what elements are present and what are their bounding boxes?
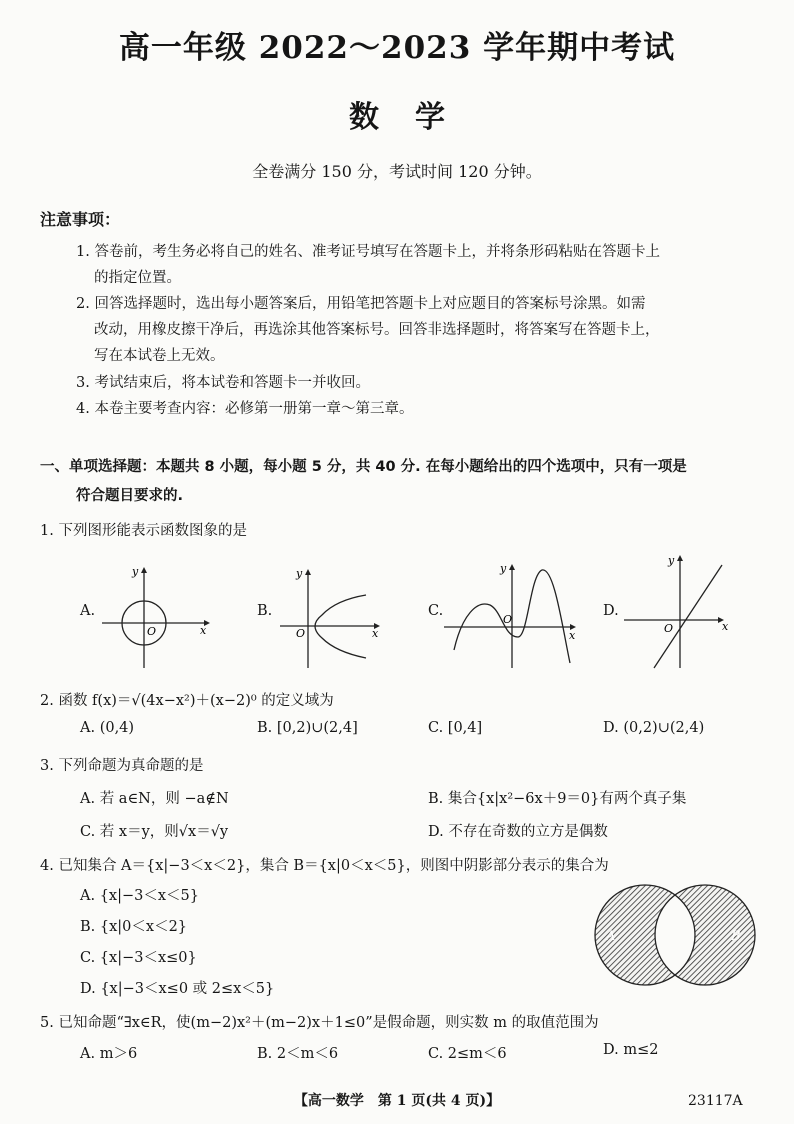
q1a-origin-label: O: [147, 625, 157, 638]
q1a-x-label: x: [200, 624, 207, 637]
q1-option-d-label: D.: [603, 603, 619, 619]
notice-line-4: 4. 本卷主要考查内容：必修第一册第一章～第三章。: [76, 401, 414, 417]
question-3-stem: 3. 下列命题为真命题的是: [40, 758, 204, 774]
q1-option-c-label: C.: [428, 603, 444, 619]
q1b-x-label: x: [372, 627, 379, 640]
q5-option-b: B. 2＜m＜6: [257, 1046, 339, 1062]
q1a-y-label: y: [132, 565, 139, 578]
paper-code: 23117A: [688, 1093, 743, 1109]
q1-option-a-label: A.: [80, 603, 96, 619]
q1b-y-label: y: [296, 567, 303, 580]
q1-graph-c: [442, 555, 587, 670]
q3-option-d: D. 不存在奇数的立方是偶数: [428, 824, 608, 840]
venn-a-label: A: [606, 929, 616, 944]
q3-option-a: A. 若 a∈N，则 −a∉N: [80, 791, 229, 807]
notice-line-1: 1. 答卷前，考生务必将自己的姓名、准考证号填写在答题卡上，并将条形码粘贴在答题卡上: [76, 244, 660, 260]
q5-option-a: A. m＞6: [80, 1046, 138, 1062]
notice-line-3: 3. 考试结束后，将本试卷和答题卡一并收回。: [76, 375, 370, 391]
q1-graph-b: [278, 560, 388, 670]
q4-option-b: B. {x|0＜x＜2}: [80, 919, 188, 935]
q4-option-d: D. {x|−3＜x≤0 或 2≤x＜5}: [80, 981, 275, 997]
page-footer: 【高一数学 第 1 页(共 4 页)】: [293, 1093, 501, 1109]
subject-title: 数学: [349, 100, 481, 135]
q2-option-d: D. (0,2)∪(2,4): [603, 720, 705, 736]
q1c-y-label: y: [500, 562, 507, 575]
q4-venn-diagram: [588, 880, 768, 990]
q1d-y-label: y: [668, 554, 675, 567]
q4-option-a: A. {x|−3＜x＜5}: [80, 888, 199, 904]
q3-option-b: B. 集合{x|x²−6x＋9＝0}有两个真子集: [428, 791, 687, 807]
q1d-x-label: x: [722, 620, 729, 633]
question-2-stem: 2. 函数 f(x)＝√(4x−x²)＋(x−2)⁰ 的定义域为: [40, 693, 334, 709]
q1-option-b-label: B.: [257, 603, 273, 619]
notice-line-2c: 写在本试卷上无效。: [94, 348, 225, 364]
q2-option-c: C. [0,4]: [428, 720, 483, 736]
score-line: 全卷满分 150 分，考试时间 120 分钟。: [252, 162, 542, 181]
q1c-origin-label: O: [503, 613, 513, 626]
q1-graph-a: [100, 560, 215, 670]
q3-option-c: C. 若 x＝y，则√x＝√y: [80, 824, 229, 840]
notice-line-1b: 的指定位置。: [94, 270, 181, 286]
q5-option-c: C. 2≤m＜6: [428, 1046, 507, 1062]
q1c-x-label: x: [569, 629, 576, 642]
q1b-origin-label: O: [296, 627, 306, 640]
q2-option-b: B. [0,2)∪(2,4]: [257, 720, 358, 736]
section-1-heading: 一、单项选择题：本题共 8 小题，每小题 5 分，共 40 分. 在每小题给出的四个选项中，只有一项是: [40, 459, 687, 475]
question-5-stem: 5. 已知命题“∃x∈R，使(m−2)x²＋(m−2)x＋1≤0”是假命题，则实数 m 的取值范围为: [40, 1015, 599, 1031]
q1d-origin-label: O: [664, 622, 674, 635]
notice-line-2b: 改动，用橡皮擦干净后，再选涂其他答案标号。回答非选择题时，将答案写在答题卡上，: [94, 322, 660, 338]
exam-title: 高一年级 2022～2023 学年期中考试: [118, 30, 676, 66]
q2-option-a: A. (0,4): [80, 720, 135, 736]
q5-option-d: D. m≤2: [603, 1042, 659, 1058]
section-1-heading-cont: 符合题目要求的.: [76, 488, 184, 504]
q4-option-c: C. {x|−3＜x≤0}: [80, 950, 197, 966]
question-1-stem: 1. 下列图形能表示函数图象的是: [40, 523, 247, 539]
notice-heading: 注意事项：: [40, 210, 121, 229]
notice-line-2: 2. 回答选择题时，选出每小题答案后，用铅笔把答题卡上对应题目的答案标号涂黑。如需: [76, 296, 646, 312]
question-4-stem: 4. 已知集合 A＝{x|−3＜x＜2}，集合 B＝{x|0＜x＜5}，则图中阴影部分表示的集合为: [40, 858, 609, 874]
venn-b-label: B: [731, 929, 741, 944]
q1-graph-d: [622, 550, 737, 670]
